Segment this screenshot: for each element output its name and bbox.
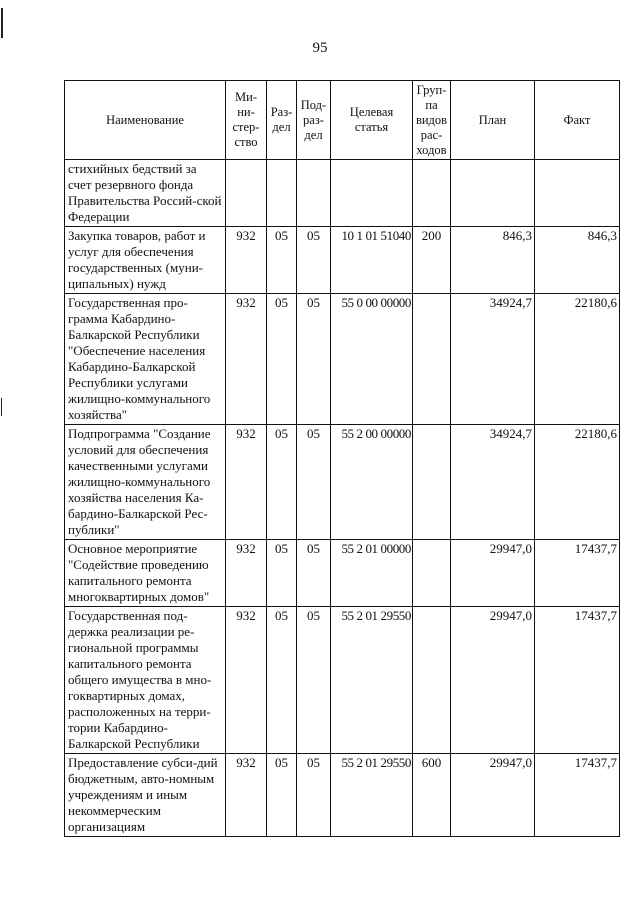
row-expense-group (413, 425, 451, 540)
row-plan: 29947,0 (451, 540, 535, 607)
page-number: 95 (312, 40, 328, 56)
left-margin-mark (1, 8, 3, 38)
row-section: 05 (267, 425, 297, 540)
row-subsection (297, 160, 331, 227)
header-subsection: Под- раз- дел (297, 81, 331, 160)
table-row (65, 294, 620, 425)
table-row (65, 607, 620, 754)
row-plan: 29947,0 (451, 607, 535, 754)
row-section: 05 (267, 754, 297, 837)
header-section: Раз- дел (267, 81, 297, 160)
row-fact: 22180,6 (535, 294, 620, 425)
table-header-row (65, 81, 620, 160)
row-name: Основное мероприятие "Содействие проведению капитального ремонта многоквартирных домов" (65, 540, 226, 607)
row-expense-group (413, 160, 451, 227)
row-expense-group (413, 294, 451, 425)
header-ministry: Ми- ни- стер- ство (226, 81, 267, 160)
row-fact: 846,3 (535, 227, 620, 294)
header-fact: Факт (535, 81, 620, 160)
row-section: 05 (267, 607, 297, 754)
row-ministry: 932 (226, 754, 267, 837)
row-target: 55 2 01 29550 (331, 754, 413, 837)
row-ministry (226, 160, 267, 227)
row-expense-group: 200 (413, 227, 451, 294)
row-name: Государственная про-грамма Кабардино-Балкарской Республики "Обеспечение населения Кабардино-Балкарской Республики услугами жилищно-коммунального хозяйства" (65, 294, 226, 425)
row-fact: 17437,7 (535, 540, 620, 607)
header-target: Целевая статья (331, 81, 413, 160)
row-target: 55 0 00 00000 (331, 294, 413, 425)
row-name: Закупка товаров, работ и услуг для обеспечения государственных (муни-ципальных) нужд (65, 227, 226, 294)
budget-table (64, 80, 620, 837)
row-name: стихийных бедствий за счет резервного фонда Правительства Россий-ской Федерации (65, 160, 226, 227)
row-fact (535, 160, 620, 227)
header-name: Наименование (65, 81, 226, 160)
row-expense-group: 600 (413, 754, 451, 837)
row-ministry: 932 (226, 294, 267, 425)
row-target: 55 2 01 00000 (331, 540, 413, 607)
row-plan: 29947,0 (451, 754, 535, 837)
left-margin-mark-lower (1, 398, 2, 416)
row-name: Государственная под-держка реализации ре-гиональной программы капитального ремонта общего имущества в мно-гоквартирных домах, расположенных на терри-тории Кабардино-Балкарской Республики (65, 607, 226, 754)
row-target: 55 2 01 29550 (331, 607, 413, 754)
header-expense-group: Груп- па видов рас- ходов (413, 81, 451, 160)
row-section (267, 160, 297, 227)
row-plan (451, 160, 535, 227)
row-subsection: 05 (297, 754, 331, 837)
row-subsection: 05 (297, 294, 331, 425)
row-ministry: 932 (226, 540, 267, 607)
row-ministry: 932 (226, 607, 267, 754)
row-fact: 17437,7 (535, 754, 620, 837)
row-fact: 22180,6 (535, 425, 620, 540)
row-subsection: 05 (297, 227, 331, 294)
row-expense-group (413, 607, 451, 754)
row-target (331, 160, 413, 227)
row-expense-group (413, 540, 451, 607)
row-fact: 17437,7 (535, 607, 620, 754)
row-subsection: 05 (297, 425, 331, 540)
table-row (65, 160, 620, 227)
row-name: Подпрограмма "Создание условий для обеспечения качественными услугами жилищно-коммунального хозяйства населения Ка-бардино-Балкарской Рес-публики" (65, 425, 226, 540)
row-target: 55 2 00 00000 (331, 425, 413, 540)
row-section: 05 (267, 294, 297, 425)
table-row (65, 425, 620, 540)
row-section: 05 (267, 540, 297, 607)
header-plan: План (451, 81, 535, 160)
row-plan: 34924,7 (451, 294, 535, 425)
row-subsection: 05 (297, 607, 331, 754)
row-target: 10 1 01 51040 (331, 227, 413, 294)
row-ministry: 932 (226, 425, 267, 540)
table-row (65, 227, 620, 294)
table-row (65, 754, 620, 837)
row-plan: 34924,7 (451, 425, 535, 540)
row-section: 05 (267, 227, 297, 294)
table-row (65, 540, 620, 607)
row-plan: 846,3 (451, 227, 535, 294)
row-subsection: 05 (297, 540, 331, 607)
row-ministry: 932 (226, 227, 267, 294)
row-name: Предоставление субси-дий бюджетным, авто-номным учреждениям и иным некоммерческим организациям (65, 754, 226, 837)
